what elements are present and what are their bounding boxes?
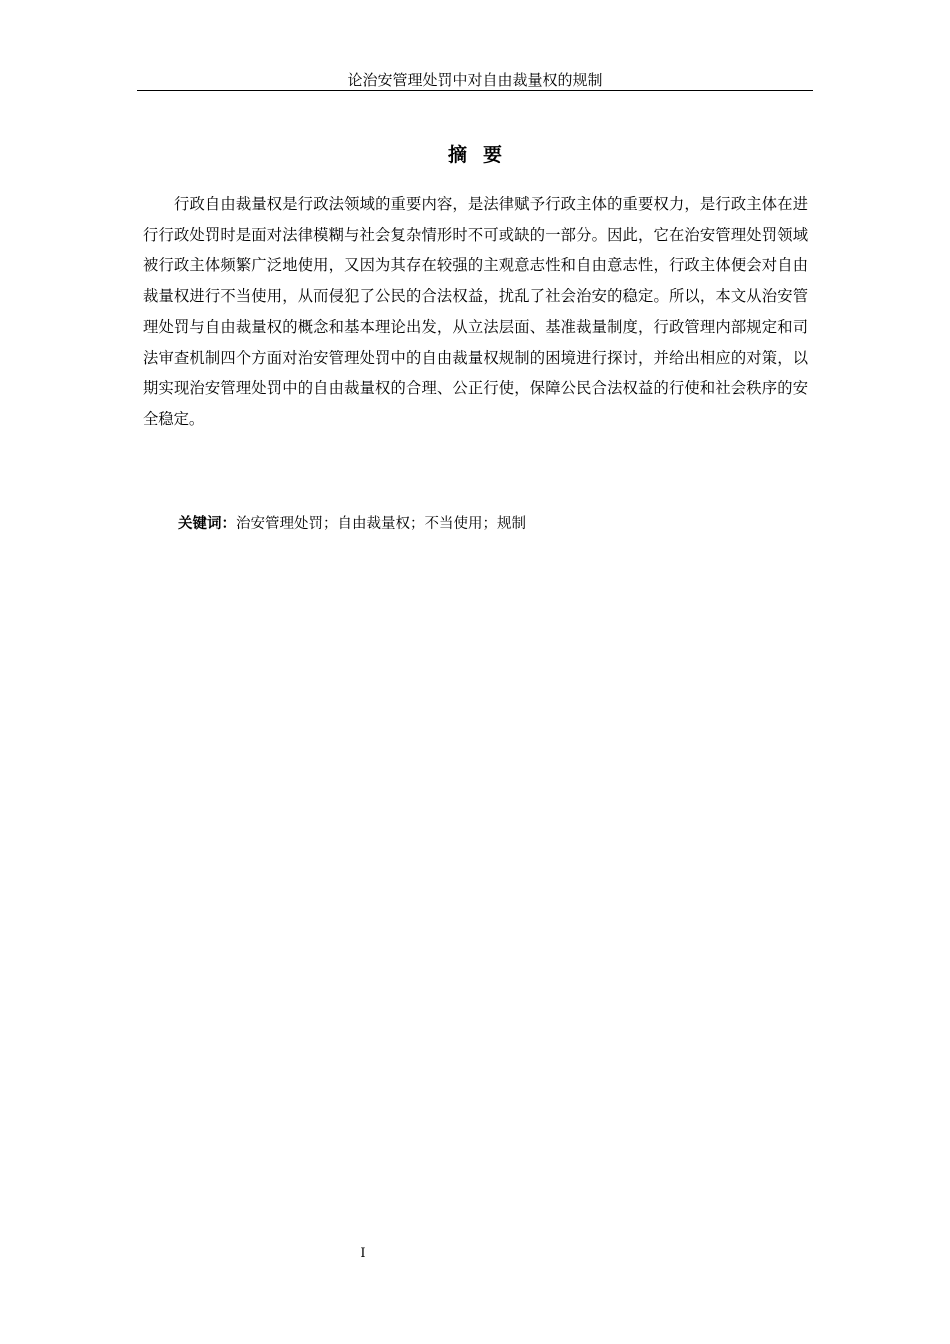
- header-divider: [137, 90, 813, 91]
- keywords-line: [178, 512, 818, 536]
- keywords-terms: 治安管理处罚；自由裁量权；不当使用；规制: [236, 516, 526, 532]
- abstract-body: 行政自由裁量权是行政法领域的重要内容，是法律赋予行政主体的重要权力，是行政主体在进行行政处罚时是面对法律模糊与社会复杂情形时不可或缺的一部分。因此，它在治安管理处罚领域被行政主体频繁广泛地使用，又因为其存在较强的主观意志性和自由意志性，行政主体便会对自由裁量权进行不当使用，从而侵犯了公民的合法权益，扰乱了社会治安的稳定。所以，本文从治安管理处罚与自由裁量权的概念和基本理论出发，从立法层面、基准裁量制度，行政管理内部规定和司法审查机制四个方面对治安管理处罚中的自由裁量权规制的困境进行探讨，并给出相应的对策，以期实现治安管理处罚中的自由裁量权的合理、公正行使，保障公民合法权益的行使和社会秩序的安全稳定。: [143, 195, 808, 428]
- abstract-heading: 摘要: [447, 144, 518, 166]
- keywords-label: 关键词：: [178, 516, 236, 532]
- running-header-title: 论治安管理处罚中对自由裁量权的规制: [347, 71, 603, 89]
- page-number: I: [360, 1246, 366, 1261]
